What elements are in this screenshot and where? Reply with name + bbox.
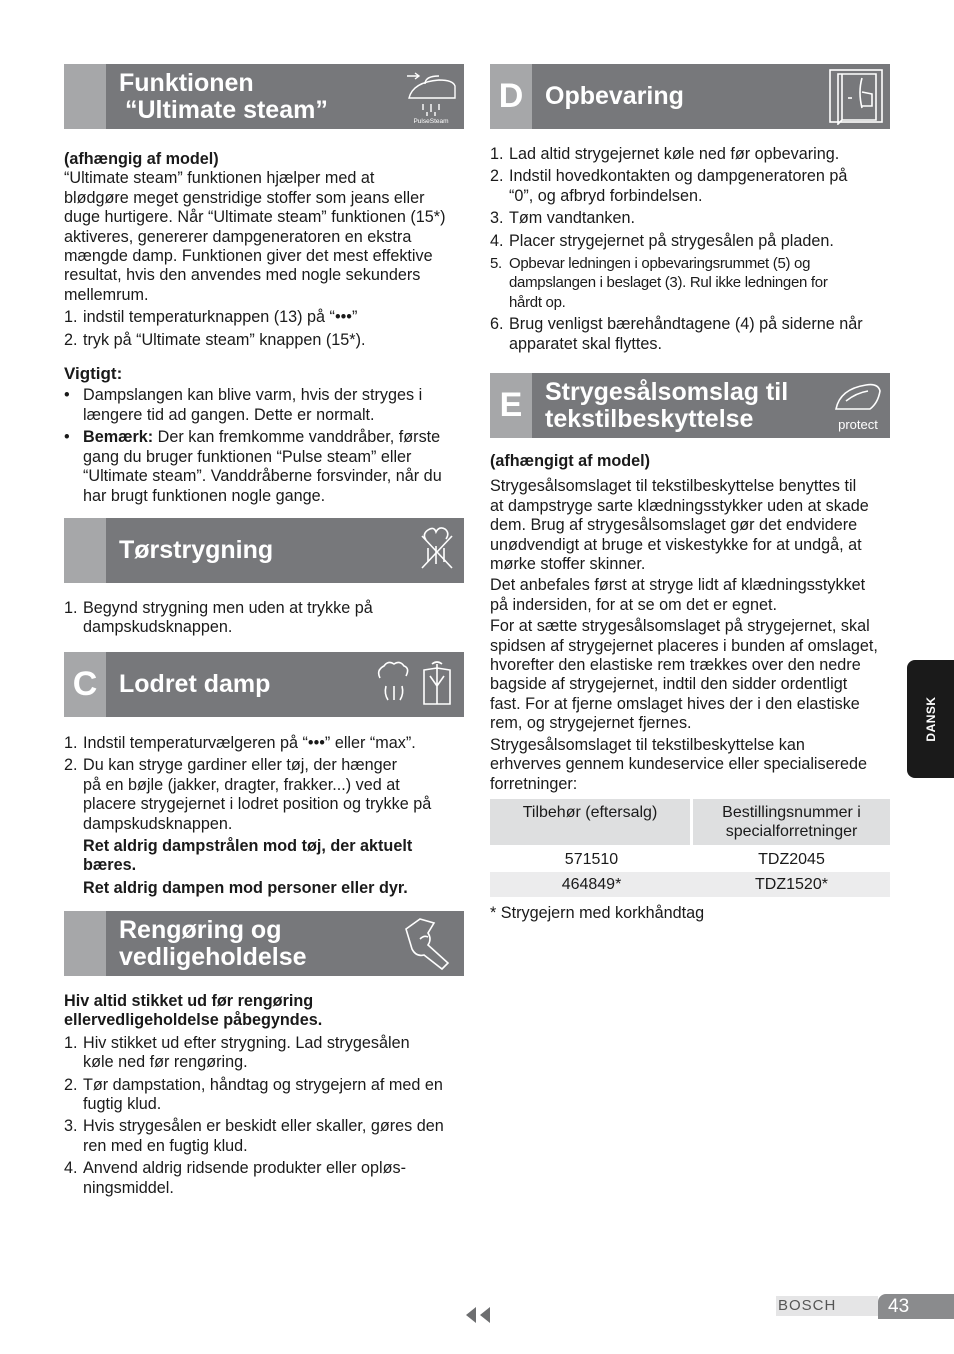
list-item: 1. Begynd strygning men uden at trykke på dampskudsknappen. — [64, 599, 373, 637]
footnote: * Strygejern med korkhåndtag — [490, 904, 705, 922]
pulse-steam-iron-icon — [401, 68, 461, 125]
accessory-table — [490, 799, 890, 897]
table-row — [490, 872, 890, 897]
section-header-protect — [490, 373, 890, 438]
cleaning-body — [64, 992, 464, 1198]
no-steam-icon — [416, 522, 458, 579]
cleaning-hand-icon — [400, 915, 460, 972]
section-title: Lodret damp — [119, 670, 271, 698]
section-header-storage — [490, 64, 890, 129]
table-cell: 464849* — [490, 872, 693, 897]
list-item: 3. Hvis strygesålen er beskidt eller skaller, gøres den ren med en fugtig klud. — [64, 1117, 444, 1155]
table-header-row — [490, 799, 890, 845]
section-header-ultimate-steam — [64, 64, 464, 129]
table-row — [490, 845, 890, 872]
list-item: 2. Indstil hovedkontakten og dampgeneratoren på “0”, og afbryd forbindelsen. — [490, 167, 848, 205]
section-title: Strygesålsomslag til tekstilbeskyttelse — [545, 378, 789, 433]
previous-page-arrows-icon — [464, 1307, 492, 1323]
protect-label: protect — [838, 417, 878, 432]
section-letter: C — [72, 665, 98, 703]
bullet-item: • Dampslangen kan blive varm, hvis der stryges i længere tid ad gangen. Dette er normalt. — [64, 386, 423, 424]
ultimate-steam-body — [64, 150, 464, 506]
list-item: 1. Lad altid strygejernet køle ned før opbevaring. — [490, 145, 840, 163]
header-tab — [64, 518, 106, 583]
protect-soleplate-icon — [826, 377, 888, 434]
bullet-item: • Bemærk: Der kan fremkomme vanddråber, første gang du bruger funktionen “Pulse steam” eller “Ultimate steam”. Vanddråberne forsvinder, når du har brugt funktionen nogle gange. — [64, 428, 442, 505]
important-heading: Vigtigt: — [64, 364, 123, 384]
section-header-cleaning — [64, 911, 464, 976]
table-cell: TDZ1520* — [693, 872, 890, 897]
unplug-warning: Hiv altid stikket ud før rengøring ellervedligeholdelse påbegyndes. — [64, 992, 323, 1030]
list-item: 1. indstil temperaturknappen (13) på “•••” — [64, 308, 358, 327]
list-item: 4. Placer strygejernet på strygesålen på pladen. — [490, 231, 834, 250]
storage-cabinet-icon — [826, 68, 886, 125]
list-item: 2. tryk på “Ultimate steam” knappen (15*). — [64, 330, 366, 349]
table-cell: 571510 — [564, 850, 619, 868]
header-tab — [64, 911, 106, 976]
section-title: Tørstrygning — [119, 536, 274, 564]
storage-body — [490, 145, 890, 354]
paragraph: Strygesålsomslaget til tekstilbeskyttelse benyttes til at dampstryge sarte klædningsstykker uden at skade dem. Brug af strygesålsomslaget gør det endvidere unødvendigt at bruge et viskestykke for at undgå, at mørke stoffer skinner. — [490, 477, 869, 574]
model-note: (afhængigt af model) — [490, 452, 651, 470]
page-number: 43 — [878, 1294, 954, 1319]
list-item: 2. Du kan stryge gardiner eller tøj, der hænger på en bøjle (jakker, dragter, frakker...) ved at placere strygejernet i lodret position og trykke på dampskudsknappen. — [64, 756, 432, 833]
model-note: (afhængig af model) — [64, 150, 219, 168]
warning-text: Ret aldrig dampen mod personer eller dyr. — [83, 878, 408, 897]
table-cell: TDZ2045 — [758, 850, 825, 868]
warning-text: Ret aldrig dampstrålen mod tøj, der aktuelt bæres. — [83, 837, 413, 875]
list-item: 1. Hiv stikket ud efter strygning. Lad strygesålen køle ned før rengøring. — [64, 1033, 410, 1072]
section-title: Opbevaring — [545, 82, 684, 110]
list-item: 6. Brug venligst bærehåndtagene (4) på siderne når apparatet skal flyttes. — [490, 315, 863, 353]
list-item: 5. Opbevar ledningen i opbevaringsrummet (5) og dampslangen i beslaget (3). Rul ikke ledningen for hårdt op. — [490, 255, 828, 311]
paragraph: Det anbefales først at stryge lidt af klædningsstykket på indersiden, for at se om det er egnet. — [490, 576, 866, 614]
vertical-steam-body — [64, 734, 464, 898]
brand-label: BOSCH — [776, 1296, 878, 1316]
vertical-steam-jacket-icon — [374, 656, 460, 713]
protect-body — [490, 452, 890, 794]
list-item: 2. Tør dampstation, håndtag og strygejern af med en fugtig klud. — [64, 1075, 443, 1114]
pulse-steam-label: PulseSteam — [413, 118, 449, 125]
paragraph: Strygesålsomslaget til tekstilbeskyttelse kan erhverves gennem kundeservice eller specialiserede forretninger: — [490, 735, 868, 793]
section-letter: D — [498, 77, 524, 115]
list-item: 1. Indstil temperaturvælgeren på “•••” eller “max”. — [64, 734, 416, 752]
list-item: 4. Anvend aldrig ridsende produkter eller opløs- ningsmiddel. — [64, 1159, 407, 1197]
list-item: 3. Tøm vandtanken. — [490, 209, 635, 228]
table-header-cell: Bestillingsnummer i specialforretninger — [693, 799, 890, 845]
dry-ironing-body — [64, 599, 464, 638]
section-letter: E — [499, 386, 523, 424]
section-title: Rengøring og vedligeholdelse — [119, 916, 307, 971]
language-tab: DANSK — [907, 660, 954, 778]
header-tab — [64, 64, 106, 129]
paragraph: For at sætte strygesålsomslaget på strygejernet, skal spidsen af strygejernet placeres i bunden af omslaget, hvorefter den elastiske rem trækkes over den nedre bagside af strygejernet, indtil den sidder ordentligt fast. For at fjerne omslaget hives der i den elastiske rem, og strygejernet fjernes. — [490, 617, 878, 733]
section-title: Funktionen “Ultimate steam” — [119, 69, 328, 124]
ultimate-description: “Ultimate steam” funktionen hjælper med at blødgøre meget genstridige stoffer som jeans eller duge hurtigere. Når “Ultimate steam” funktionen (15*) aktiveres, genererer dampgeneratoren en ekstra mængde damp. Funktionen giver det mest effektive resultat, hvis den anvendes med nogle sekunders mellemrum. — [64, 169, 446, 304]
section-header-vertical-steam — [64, 652, 464, 717]
section-header-dry-ironing — [64, 518, 464, 583]
table-header-cell: Tilbehør (eftersalg) — [490, 799, 693, 845]
